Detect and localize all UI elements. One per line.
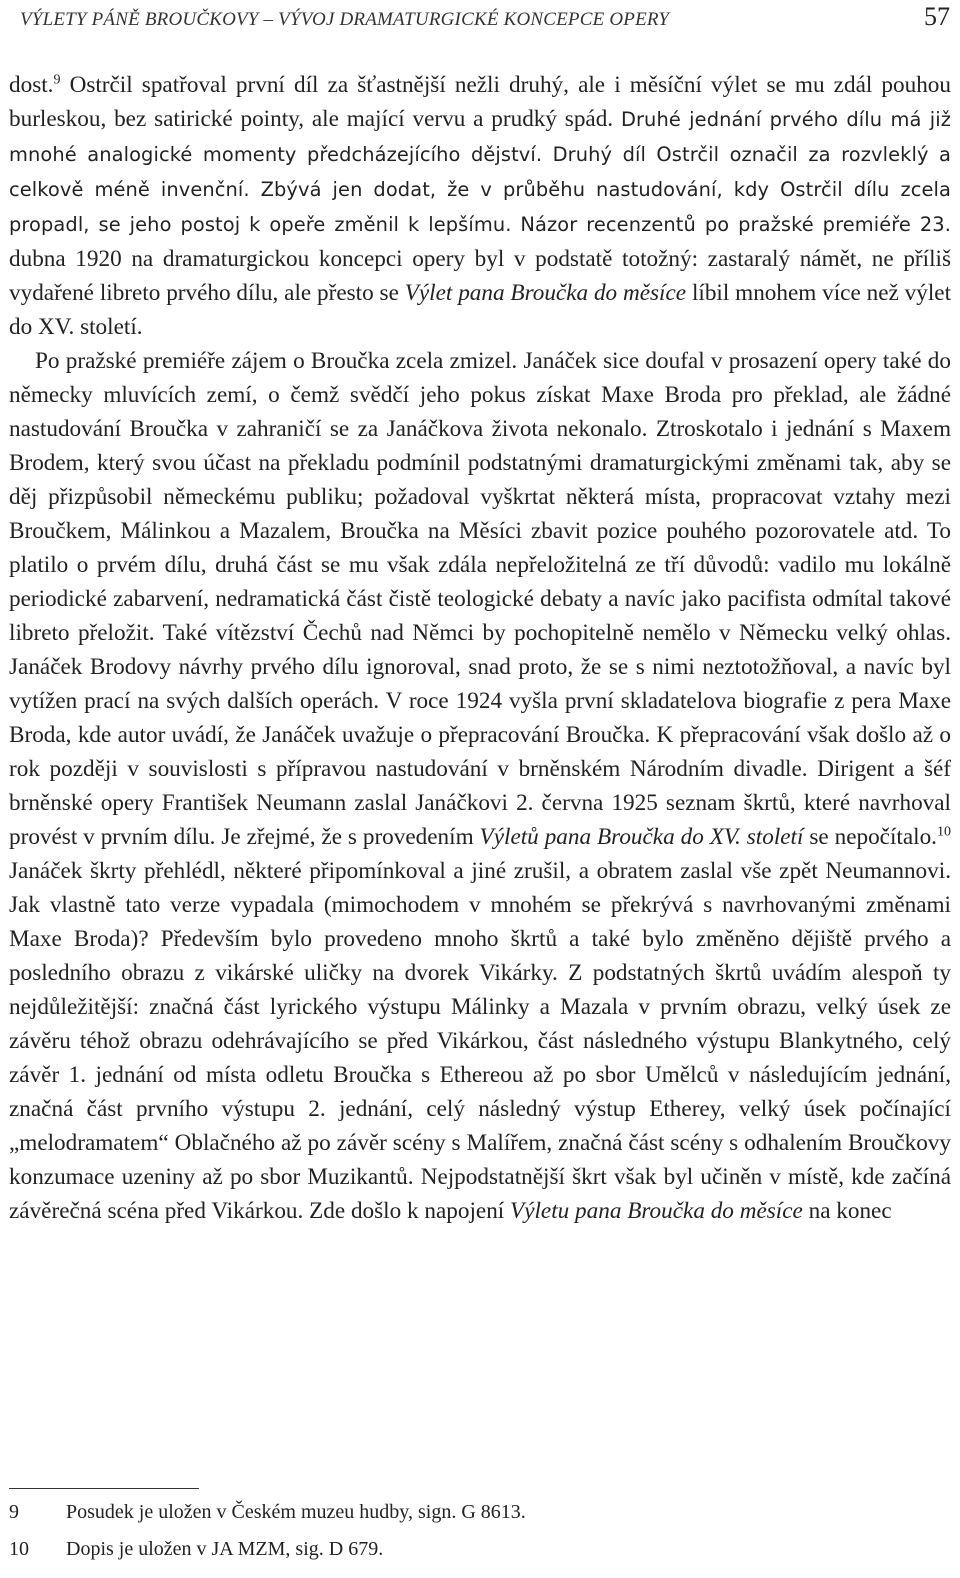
text-run: Janáček sice doufal v prosazení opery také do německy mluvících zemí, o čemž svědčí jeho pokus získat Maxe Broda pro překlad, ale žádné nastudování Broučka v zahraničí se za Janáčkova života nekonalo. Ztroskotalo i jednání s Maxem Brodem, který svou účast na překladu podmínil podstatnými dramaturgickými změnami tak, aby se děj přizpůsobil německému publiku; požadoval vyškrtat některá místa, propracovat vztahy mezi Broučkem, Málinkou a Mazalem, Broučka na Měsíci zbavit pozice pouhého pozorovatele atd. To platilo o prvém dílu, druhá část se mu však zdála nepřeložitelná ze tří důvodů: vadilo mu lokálně periodické zabarvení, nedramatická část čistě teologické debaty a navíc jako pacifista odmítal takové libreto přeložit. Také vítězství Čechů nad Němci by pochopitelně nemělo v Německu velký ohlas. Janáček Brodovy návrhy prvého dílu ignoroval, snad proto, že se s nimi neztotožňoval, a navíc byl vytížen prací na svých dalších operách. V roce 1924 vyšla první skladatelova biografie z pera Maxe Broda, kde autor uvádí, že Janáček uvažuje o přepracování Broučka. K přepracování však došlo až o rok později v souvislosti s přípravou nastudování v brněnském Národním divadle. Dirigent a šéf brněnské opery František Neumann zaslal Janáčkovi 2. června 1925 seznam škrtů, které navrhoval provést v prvním dílu. Je zřejmé, že s provedením — [9, 348, 951, 850]
italic-title: Výletů pana Broučka do XV. století — [479, 824, 804, 850]
footnote-10 — [9, 1537, 909, 1561]
footnote-reference: 9 — [53, 72, 61, 88]
text-run: Druhé jednání prvého dílu má již mnohé analogické momenty předcházejícího dějství. Druhý díl Ostrčil označil za rozvleklý a celkově méně invenční. Zbývá jen dodat, že v průběhu nastudování, kdy Ostrčil dílu zcela propadl, se jeho postoj k opeře změnil k lepšímu. Názor recenzentů po pražské premiéře 23. — [9, 108, 952, 236]
footnote-number: 9 — [9, 1501, 19, 1523]
footnote-number: 10 — [9, 1538, 29, 1560]
italic-title: Výlet pana Broučka do měsíce — [404, 280, 687, 306]
italic-title: Výletu pana Broučka do měsíce — [510, 1198, 803, 1224]
footnote-text: Dopis je uložen v JA MZM, sig. D 679. — [66, 1538, 384, 1560]
text-run: Janáček škrty přehlédl, některé připomínkoval a jiné zrušil, a obratem zaslal vše zpět Neumannovi. Jak vlastně tato verze vypadala (mimochodem v mnohém se překrývá s navrhovanými změnami Maxe Broda)? Především bylo provedeno mnoho škrtů a také bylo změněno dějiště prvého a posledního obrazu z vikárské uličky na dvorek Vikárky. Z podstatných škrtů uvádím alespoň ty nejdůležitější: značná část lyrického výstupu Málinky a Mazala v prvním obrazu, velký úsek ze závěru téhož obrazu odehrávajícího se před Vikárkou, část následného výstupu Blankytného, celý závěr 1. jednání od místa odletu Broučka s Ethereou až po sbor Umělců v následujícím jednání, značná část prvního výstupu 2. jednání, celý následný výstup Etherey, velký úsek počínající „melodramatem“ Oblačného až po závěr scény s Malířem, značná část scény s odhalením Broučkovy konzumace uzeniny až po sbor Muzikantů. Nejpodstatnější škrt však byl učiněn v místě, kde začíná závěrečná scéna před Vikárkou. Zde došlo k napojení — [9, 858, 951, 1224]
text-run: dost. — [9, 72, 54, 98]
text-run: Ostrčil spatřoval první díl za šťastnější nežli druhý, ale i měsíční výlet se mu zdál pouhou burleskou, bez satirické pointy, ale mající vervu a prudký spád. — [9, 72, 951, 132]
text-run: líbil mnohem více než výlet do XV. století. — [9, 280, 952, 340]
running-header — [20, 2, 950, 36]
footnote-text: Posudek je uložen v Českém muzeu hudby, sign. G 8613. — [66, 1501, 526, 1523]
paragraph — [9, 68, 951, 344]
paragraph — [9, 344, 951, 1228]
footnote-reference: 10 — [936, 824, 951, 840]
footnote-separator — [9, 1488, 199, 1489]
text-run: Po pražské premiéře zájem o Broučka zcela zmizel. — [35, 348, 518, 374]
text-run: na konec — [802, 1198, 892, 1224]
running-header-title: VÝLETY PÁNĚ BROUČKOVY – VÝVOJ DRAMATURGICKÉ KONCEPCE OPERY — [20, 9, 670, 30]
footnote-9 — [9, 1500, 909, 1524]
text-run: se nepočítalo. — [803, 824, 937, 850]
body-text — [9, 68, 951, 1228]
text-run: dubna 1920 na dramaturgickou koncepci opery byl v podstatě totožný: zastaralý námět, ne příliš vydařené libreto prvého dílu, ale přesto se — [9, 246, 951, 306]
page-number: 57 — [924, 2, 950, 31]
